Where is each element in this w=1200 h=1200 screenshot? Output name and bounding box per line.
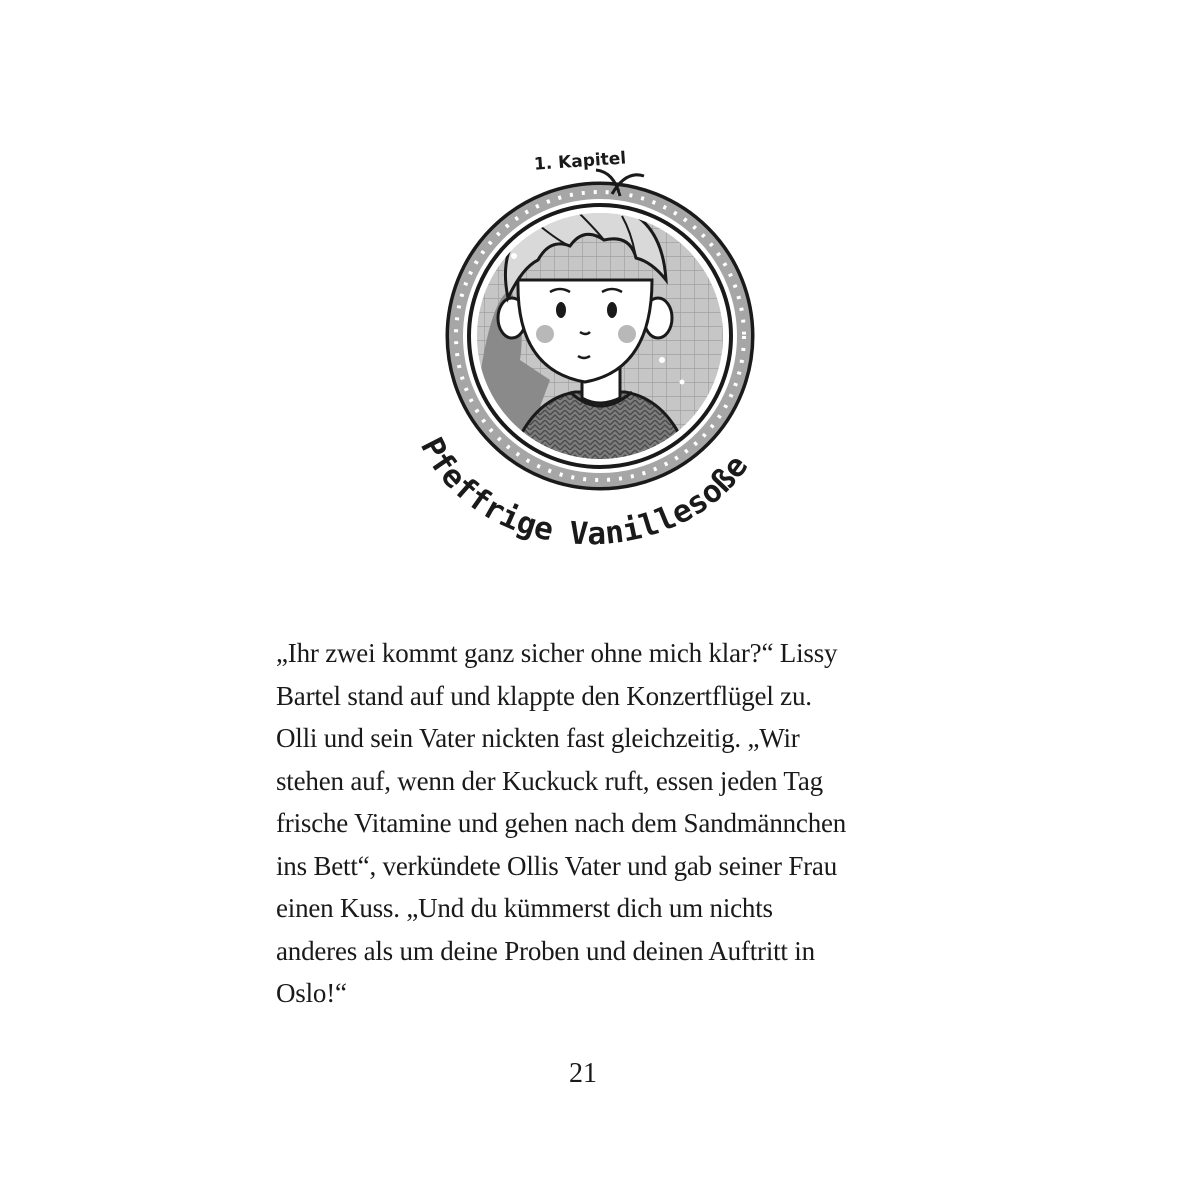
text-line: ins Bett“, verkündete Ollis Vater und gab seiner Frau bbox=[276, 850, 838, 881]
text-line: Olli und sein Vater nickten fast gleichzeitig. „Wir bbox=[276, 723, 800, 753]
text-line: Oslo!“ bbox=[276, 978, 347, 1008]
text-line: stehen auf, wenn der Kuckuck ruft, essen jeden Tag bbox=[276, 765, 823, 796]
text-line: anderes als um deine Proben und deinen Auftritt in bbox=[276, 935, 815, 966]
page-number: 21 bbox=[569, 1058, 597, 1089]
text-line: „Ihr zwei kommt ganz sicher ohne mich klar?“ Lissy bbox=[276, 638, 838, 668]
chapter-body-text bbox=[276, 632, 916, 1015]
text-line: Bartel stand auf und klappte den Konzertflügel zu. bbox=[276, 680, 812, 711]
chapter-title: Pfeffrige Vanillesoße bbox=[413, 431, 756, 553]
chapter-label: 1. Kapitel bbox=[533, 148, 627, 175]
text-line: frische Vitamine und gehen nach dem Sandmännchen bbox=[276, 808, 847, 838]
text-line: einen Kuss. „Und du kümmerst dich um nichts bbox=[276, 893, 773, 923]
chapter-emblem bbox=[400, 130, 800, 570]
